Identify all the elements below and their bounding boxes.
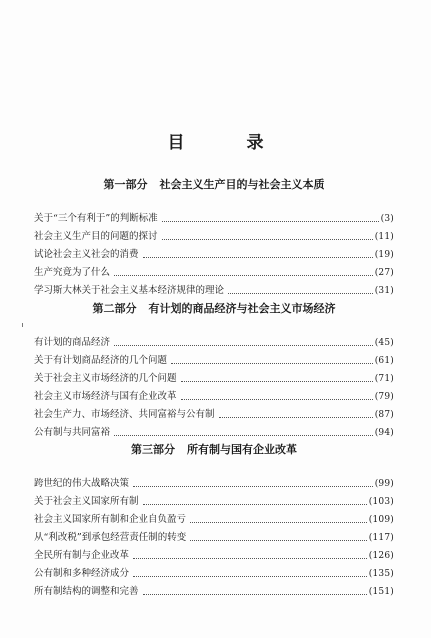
toc-entry[interactable] <box>34 261 394 279</box>
toc-entry-title: 试论社会主义社会的消费 <box>34 249 139 260</box>
toc-entry[interactable] <box>34 331 394 349</box>
toc-entry[interactable] <box>34 385 394 403</box>
toc-entry-page: (79) <box>374 392 394 402</box>
toc-entry-title: 从“利改税”到承包经营责任制的转变 <box>34 532 187 543</box>
toc-entry-page: (117) <box>368 533 394 543</box>
toc-entry[interactable] <box>34 367 394 385</box>
toc-entry-title: 有计划的商品经济 <box>34 337 111 348</box>
section-3 <box>34 442 394 598</box>
dot-leader <box>114 344 373 346</box>
section-heading <box>34 442 394 458</box>
toc-entry-title: 生产究竟为了什么 <box>34 267 111 278</box>
toc-entry-page: (45) <box>374 338 394 348</box>
dot-leader <box>190 521 367 523</box>
toc-entry-title: 关于社会主义国家所有制 <box>34 496 139 507</box>
toc-entry-page: (151) <box>368 587 394 597</box>
toc-entry-page: (135) <box>368 569 394 579</box>
dot-leader <box>143 256 373 258</box>
toc-entry[interactable] <box>34 472 394 490</box>
page-title: 目 录 <box>167 133 292 153</box>
section-part-label: 第三部分 <box>131 443 175 456</box>
section-heading <box>34 177 394 193</box>
toc-entry-page: (61) <box>374 356 394 366</box>
toc-entry[interactable] <box>34 544 394 562</box>
toc-entry-page: (11) <box>374 232 394 242</box>
toc-entry-page: (99) <box>374 479 394 489</box>
toc-entry-title: 关于社会主义市场经济的几个问题 <box>34 373 177 384</box>
toc-entry[interactable] <box>34 243 394 261</box>
toc-entry[interactable] <box>34 225 394 243</box>
toc-entry[interactable] <box>34 580 394 598</box>
dot-leader <box>143 503 367 505</box>
section-part-label: 第一部分 <box>103 178 148 191</box>
toc-entry-title: 跨世纪的伟大战略决策 <box>34 478 130 489</box>
toc-entry-page: (126) <box>368 551 394 561</box>
section-title: 所有制与国有企业改革 <box>187 443 297 456</box>
toc-list <box>34 207 394 297</box>
scan-mark <box>22 323 23 327</box>
toc-entry-title: 关于“三个有利于”的判断标准 <box>34 213 158 224</box>
dot-leader <box>190 539 367 541</box>
dot-leader <box>133 557 367 559</box>
toc-entry-page: (87) <box>374 410 394 420</box>
section-title: 有计划的商品经济与社会主义市场经济 <box>148 302 336 315</box>
section-part-label: 第二部分 <box>92 302 137 315</box>
toc-entry[interactable] <box>34 403 394 421</box>
dot-leader <box>133 575 367 577</box>
toc-entry-title: 公有制和多种经济成分 <box>34 568 130 579</box>
toc-entry[interactable] <box>34 526 394 544</box>
toc-entry-page: (3) <box>380 214 394 224</box>
toc-entry-page: (19) <box>374 250 394 260</box>
toc-entry[interactable] <box>34 490 394 508</box>
toc-entry-title: 关于有计划商品经济的几个问题 <box>34 355 168 366</box>
section-heading <box>34 301 394 317</box>
toc-entry[interactable] <box>34 279 394 297</box>
toc-entry[interactable] <box>34 508 394 526</box>
dot-leader <box>133 485 373 487</box>
toc-entry-title: 公有制与共同富裕 <box>34 427 111 438</box>
dot-leader <box>114 434 373 436</box>
toc-entry-page: (27) <box>374 268 394 278</box>
section-1 <box>34 177 394 297</box>
dot-leader <box>143 593 367 595</box>
section-title: 社会主义生产目的与社会主义本质 <box>159 178 325 191</box>
dot-leader <box>114 274 373 276</box>
toc-entry-title: 社会主义生产目的问题的探讨 <box>34 231 158 242</box>
dot-leader <box>219 416 373 418</box>
toc-entry-title: 所有制结构的调整和完善 <box>34 586 139 597</box>
toc-entry[interactable] <box>34 562 394 580</box>
dot-leader <box>228 292 373 294</box>
toc-entry[interactable] <box>34 349 394 367</box>
toc-entry-title: 学习斯大林关于社会主义基本经济规律的理论 <box>34 285 225 296</box>
toc-entry[interactable] <box>34 421 394 439</box>
toc-entry-page: (109) <box>368 515 394 525</box>
section-2 <box>34 301 394 439</box>
toc-entry-page: (103) <box>368 497 394 507</box>
dot-leader <box>181 398 373 400</box>
dot-leader <box>171 362 373 364</box>
dot-leader <box>162 238 373 240</box>
toc-list <box>34 472 394 598</box>
toc-entry-title: 社会主义国家所有制和企业自负盈亏 <box>34 514 187 525</box>
toc-entry-title: 社会生产力、市场经济、共同富裕与公有制 <box>34 409 215 420</box>
dot-leader <box>181 380 373 382</box>
toc-list <box>34 331 394 439</box>
dot-leader <box>162 220 379 222</box>
toc-entry-title: 社会主义市场经济与国有企业改革 <box>34 391 177 402</box>
toc-entry-page: (94) <box>374 428 394 438</box>
toc-entry-page: (31) <box>374 286 394 296</box>
toc-entry[interactable] <box>34 207 394 225</box>
toc-entry-page: (71) <box>374 374 394 384</box>
toc-entry-title: 全民所有制与企业改革 <box>34 550 130 561</box>
